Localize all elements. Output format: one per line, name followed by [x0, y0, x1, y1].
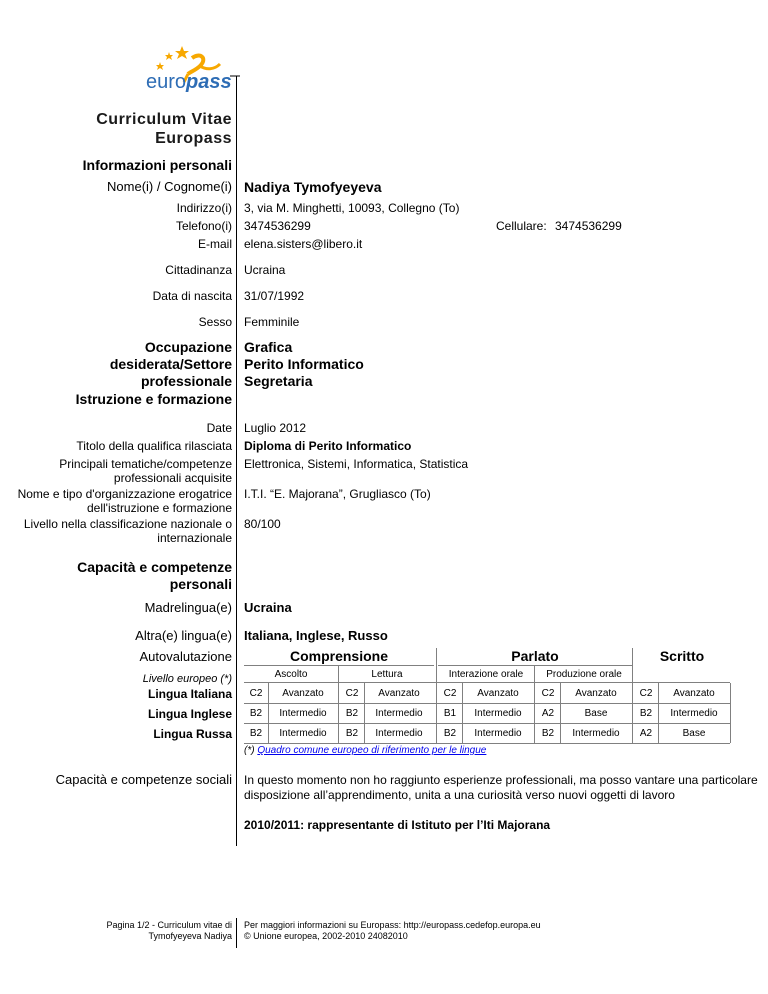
lang-cell: B2	[345, 728, 359, 739]
european-level-label: Livello europeo (*)	[142, 673, 232, 685]
social-skills-value-l1: In questo momento non ho raggiunto esperienze professionali, ma posso vantare una particolare	[244, 773, 758, 787]
lang-cell: Intermedio	[279, 708, 327, 719]
left-column-divider	[236, 76, 237, 846]
lang-cell: C2	[639, 688, 653, 699]
edu-subjects-label: Principali tematiche/competenze professionali acquisite	[59, 457, 232, 485]
edu-org-label: Nome e tipo d'organizzazione erogatrice dell'istruzione e formazione	[17, 487, 232, 515]
section-skills	[77, 559, 232, 593]
social-skills-value-l2: disposizione all’apprendimento, unita a una curiosità verso nuovi oggetti di lavoro	[244, 788, 675, 802]
edu-date-value: Luglio 2012	[244, 421, 307, 435]
email-label: E-mail	[197, 237, 232, 251]
lang-cell: A2	[541, 708, 555, 719]
section-skills-l1: Capacità e competenze	[77, 559, 232, 575]
cv-title-line2: Europass	[155, 130, 232, 147]
cell-sep	[632, 683, 633, 743]
occupation-label	[110, 339, 232, 390]
cell-sep	[462, 683, 463, 743]
lang-cell: A2	[639, 728, 653, 739]
logo-euro-text: euro	[146, 71, 187, 93]
language-footnote	[244, 745, 486, 757]
edu-date-label: Date	[206, 421, 232, 435]
lang-cell: Avanzato	[575, 688, 617, 699]
sub-divider-2	[534, 666, 535, 682]
self-assessment-label: Autovalutazione	[139, 649, 232, 664]
birth-label: Data di nascita	[152, 289, 232, 303]
edu-title-label: Titolo della qualifica rilasciata	[76, 439, 232, 453]
email-value: elena.sisters@libero.it	[244, 237, 363, 251]
occupation-value-l2: Perito Informatico	[244, 356, 364, 372]
cv-title	[96, 110, 232, 148]
social-skills-extra: 2010/2011: rappresentante di Istituto per l’Iti Majorana	[244, 818, 551, 832]
group-divider-2	[632, 648, 633, 682]
sex-value: Femminile	[244, 315, 300, 329]
edu-level-value: 80/100	[244, 517, 281, 531]
lang-cell: Intermedio	[375, 708, 423, 719]
footer-left-l2: Tymofyeyeva Nadiya	[148, 931, 232, 941]
lang-cell: B2	[541, 728, 555, 739]
occupation-label-l3: professionale	[140, 373, 232, 389]
mobile-label: Cellulare:	[496, 219, 547, 233]
sub-lettura: Lettura	[371, 669, 403, 680]
footer-left	[106, 920, 232, 942]
mobile-value: 3474536299	[555, 219, 622, 233]
logo-pass-text: pass	[186, 71, 232, 93]
citizenship-value: Ucraina	[244, 263, 286, 277]
lang-cell: B2	[443, 728, 457, 739]
occupation-label-l2: desiderata/Settore	[109, 356, 232, 372]
name-label: Nome(i) / Cognome(i)	[107, 179, 232, 194]
cell-sep	[364, 683, 365, 743]
occupation-value-l3: Segretaria	[244, 373, 313, 389]
lang-cell: Base	[682, 728, 706, 739]
lang-cell: Intermedio	[474, 728, 522, 739]
mother-tongue-value: Ucraina	[244, 600, 292, 615]
section-personal-info: Informazioni personali	[82, 157, 232, 173]
cell-sep	[436, 683, 437, 743]
sex-label: Sesso	[198, 315, 232, 329]
sub-interazione: Interazione orale	[448, 669, 524, 680]
social-skills-label: Capacità e competenze sociali	[55, 772, 232, 787]
lang-cell: Base	[584, 708, 608, 719]
lang-cell: Intermedio	[670, 708, 718, 719]
other-languages-value: Italiana, Inglese, Russo	[244, 628, 388, 643]
footnote-prefix: (*)	[244, 745, 258, 756]
footer-right-l2: © Unione europea, 2002-2010 24082010	[244, 931, 408, 941]
hdr-underline-1	[244, 665, 434, 666]
name-value: Nadiya Tymofyeyeva	[244, 179, 382, 195]
footer-right	[244, 920, 541, 942]
hdr-comprensione: Comprensione	[289, 648, 388, 664]
group-divider-1	[436, 648, 437, 682]
lang-row-label: Lingua Inglese	[147, 707, 232, 721]
cell-sep	[534, 683, 535, 743]
edu-subjects-value: Elettronica, Sistemi, Informatica, Statistica	[244, 457, 469, 471]
sub-divider-1	[338, 666, 339, 682]
lang-cell: Intermedio	[279, 728, 327, 739]
cv-title-line1: Curriculum Vitae	[96, 111, 232, 128]
occupation-label-l1: Occupazione	[144, 339, 232, 355]
lang-cell: Intermedio	[375, 728, 423, 739]
lang-cell: C2	[345, 688, 359, 699]
section-education: Istruzione e formazione	[75, 391, 232, 407]
social-skills-value	[244, 773, 758, 803]
hdr-scritto: Scritto	[659, 648, 705, 664]
occupation-value	[244, 339, 364, 390]
address-value: 3, via M. Minghetti, 10093, Collegno (To)	[244, 201, 460, 215]
mother-tongue-label: Madrelingua(e)	[144, 600, 232, 615]
lang-cell: B2	[345, 708, 359, 719]
cell-sep	[658, 683, 659, 743]
lang-cell: Avanzato	[477, 688, 519, 699]
lang-cell: Avanzato	[673, 688, 715, 699]
cell-sep	[338, 683, 339, 743]
lang-cell: C2	[249, 688, 263, 699]
lang-cell: C2	[541, 688, 555, 699]
lang-cell: Avanzato	[378, 688, 420, 699]
cell-sep	[268, 683, 269, 743]
lang-cell: B2	[639, 708, 653, 719]
cell-sep	[730, 683, 731, 743]
lang-cell: Intermedio	[474, 708, 522, 719]
lang-cell: Intermedio	[572, 728, 620, 739]
occupation-value-l1: Grafica	[244, 339, 293, 355]
edu-org-value: I.T.I. “E. Majorana”, Grugliasco (To)	[244, 487, 431, 501]
lang-row-label: Lingua Russa	[153, 727, 232, 741]
lang-cell: B1	[443, 708, 457, 719]
lang-cell: B2	[249, 708, 263, 719]
lang-cell: Avanzato	[282, 688, 324, 699]
sub-produzione: Produzione orale	[546, 669, 622, 680]
lang-cell: C2	[443, 688, 457, 699]
hdr-parlato: Parlato	[511, 648, 559, 664]
edu-title-value: Diploma di Perito Informatico	[244, 439, 412, 453]
birth-value: 31/07/1992	[244, 289, 305, 303]
footer-right-l1: Per maggiori informazioni su Europass: http://europass.cedefop.europa.eu	[244, 920, 541, 930]
address-label: Indirizzo(i)	[176, 201, 232, 215]
citizenship-label: Cittadinanza	[165, 263, 232, 277]
section-skills-l2: personali	[169, 576, 232, 592]
cefr-link[interactable]: Quadro comune europeo di riferimento per le lingue	[257, 745, 487, 756]
other-languages-label: Altra(e) lingua(e)	[135, 628, 232, 643]
lang-cell: B2	[249, 728, 263, 739]
edu-level-label: Livello nella classificazione nazionale o internazionale	[23, 517, 232, 545]
row-line-3	[244, 743, 730, 744]
cell-sep	[560, 683, 561, 743]
lang-row-label: Lingua Italiana	[147, 687, 232, 701]
hdr-underline-2	[438, 665, 632, 666]
phone-value: 3474536299	[244, 219, 311, 233]
footer-divider	[236, 918, 237, 948]
footer-left-l1: Pagina 1/2 - Curriculum vitae di	[106, 920, 232, 930]
sub-ascolto: Ascolto	[274, 669, 308, 680]
europass-logo	[130, 40, 240, 100]
phone-label: Telefono(i)	[175, 219, 232, 233]
